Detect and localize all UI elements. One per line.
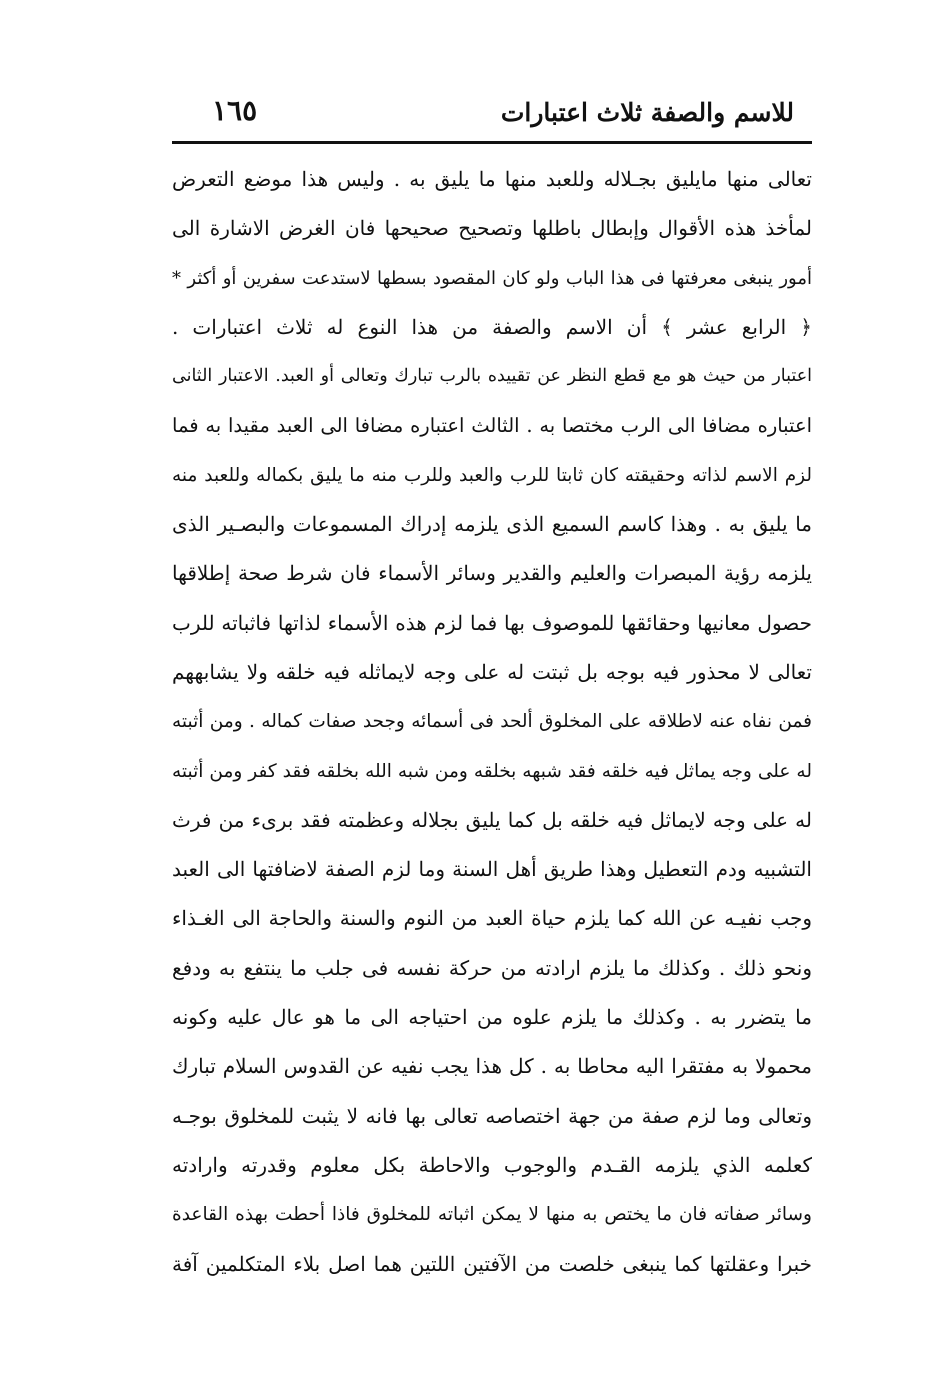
text-line: ﴿ الرابع عشر ﴾ أن الاسم والصفة من هذا النوع له ثلاث اعتبارات . (172, 314, 812, 339)
text-line: ما يتضرر به . وكذلك ما يلزم علوه من احتياجه الى ما هو عال عليه وكونه (172, 1005, 812, 1030)
text-line: اعتباره مضافا الى الرب مختصا به . الثالث اعتباره مضافا الى العبد مقيدا به فما (172, 414, 812, 438)
text-line: فمن نفاه عنه لاطلاقه على المخلوق ألحد فى أسمائه وجحد صفات كماله . ومن أثبته (172, 711, 812, 733)
text-line: تعالى منها مايليق بجـلاله وللعبد منها ما يليق به . وليس هذا موضع التعرض (172, 167, 812, 191)
text-line: كعلمه الذي يلزمه القـدم والوجوب والاحاطة بكل معلوم وقدرته وارادته (172, 1152, 812, 1177)
text-line: اعتبار من حيث هو مع قطع النظر عن تقييده بالرب تبارك وتعالى أو العبد. الاعتبار الثانى (172, 366, 812, 387)
text-line: وجب نفيـه عن الله كما يلزم حياة العبد من النوم والسنة والحاجة الى الغـذاء (172, 906, 812, 931)
text-line: حصول معانيها وحقائقها للموصوف بها فما لزم هذه الأسماء لذاتها فاثباته للرب (172, 610, 812, 635)
text-line: له على وجه يماثل فيه خلقه فقد شبهه بخلقه ومن شبه الله بخلقه فقد كفر ومن أثبته (172, 760, 812, 782)
header-divider (172, 141, 812, 144)
text-line: تعالى لا محذور فيه بوجه بل ثبتت له على وجه لايماثله فيه خلقه ولا يشابههم (172, 659, 812, 684)
text-line: يلزمه رؤية المبصرات والعليم والقدير وسائر الأسماء فان شرط صحة إطلاقها (172, 561, 812, 586)
page-number: ١٦٥ (212, 94, 258, 127)
text-line: له على وجه لايماثل فيه خلقه بل كما يليق بجلاله وعظمته فقد برىء من فرث (172, 807, 812, 832)
text-line: لزم الاسم لذاته وحقيقته كان ثابتا للرب والعبد وللرب منه ما يليق بكماله وللعبد منه (172, 464, 812, 486)
text-line: أمور ينبغى معرفتها فى هذا الباب ولو كان المقصود بسطها لاستدعت سفرين أو أكثر * (172, 267, 812, 289)
text-line: لمأخذ هذه الأقوال وإبطال باطلها وتصحيح صحيحها فان الغرض الاشارة الى (172, 216, 812, 241)
body-text (172, 155, 812, 1289)
text-line: خبرا وعقلتها كما ينبغى خلصت من الآفتين اللتين هما اصل بلاء المتكلمين آفة (172, 1251, 812, 1276)
text-line: وسائر صفاته فان ما يختص به منها لا يمكن اثباته للمخلوق فاذا أحطت بهذه القاعدة (172, 1204, 812, 1226)
text-line: التشبيه ودم التعطيل وهذا طريق أهل السنة وما لزم الصفة لاضافتها الى العبد (172, 857, 812, 882)
page-header (172, 92, 812, 140)
text-line: محمولا به مفتقرا اليه محاطا به . كل هذا يجب نفيه عن القدوس السلام تبارك (172, 1054, 812, 1079)
running-title: للاسم والصفة ثلاث اعتبارات (500, 98, 794, 127)
text-line: ونحو ذلك . وكذلك ما يلزم ارادته من حركة نفسه فى جلب ما ينتفع به ودفع (172, 955, 812, 980)
text-line: ما يليق به . وهذا كاسم السميع الذى يلزمه إدراك المسموعات والبصـير الذى (172, 512, 812, 537)
text-line: وتعالى وما لزم صفة من جهة اختصاصه تعالى بها فانه لا يثبت للمخلوق بوجـه (172, 1103, 812, 1128)
